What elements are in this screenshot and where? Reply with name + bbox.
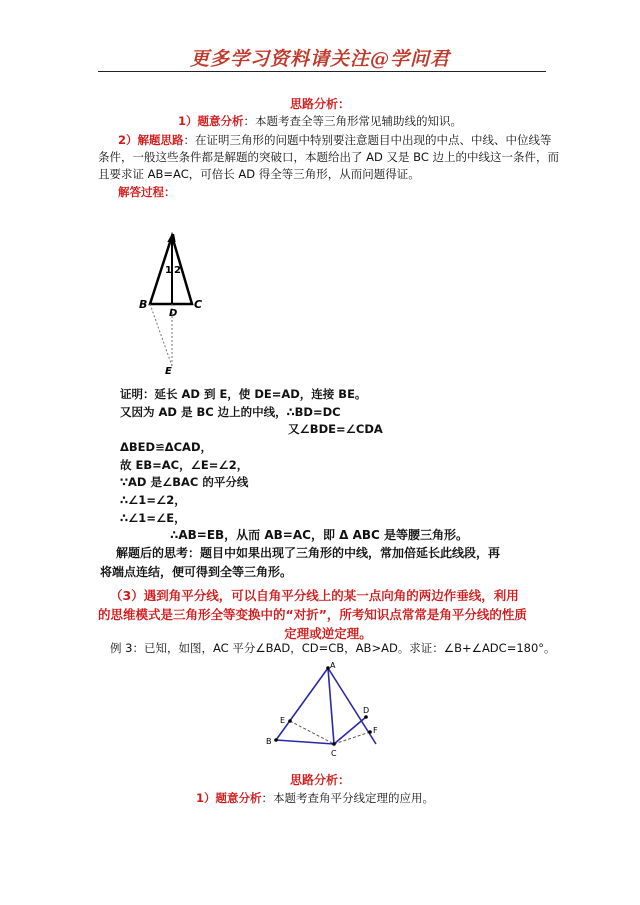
reflection-line-1: 解题后的思考：题目中如果出现了三角形的中线，常加倍延长此线段，再: [116, 546, 501, 560]
point-d: [364, 715, 368, 719]
analysis-point-2-label: 2）解题思路: [118, 133, 184, 147]
label-c: C: [194, 298, 203, 311]
analysis-heading: 思路分析：: [289, 97, 350, 111]
diagonal-ac: [328, 668, 334, 744]
method-3: [98, 586, 558, 643]
side-cd: [334, 717, 366, 744]
point-f: [368, 730, 372, 734]
analysis2-point-1-label: 1）题意分析: [196, 791, 262, 805]
perpendicular-cf: [334, 732, 370, 744]
method-3-line-3: 定理或逆定理。: [284, 626, 372, 641]
perpendicular-ce: [290, 721, 334, 744]
analysis2-point-1: [196, 790, 434, 806]
solution-label: 解答过程：: [118, 185, 176, 199]
side-ab: [276, 668, 328, 740]
header-divider: [98, 71, 546, 72]
angle-label-2: 2: [174, 265, 181, 276]
label2-b: B: [266, 737, 272, 746]
label-d: D: [169, 308, 178, 319]
point-b: [274, 738, 278, 742]
analysis-point-2: [98, 132, 558, 183]
page-header-title: 更多学习资料请关注@学问君: [189, 48, 450, 70]
quadrilateral-figure-2: [258, 662, 388, 762]
label2-d: D: [363, 706, 370, 715]
point-e: [288, 719, 292, 723]
label2-c: C: [331, 749, 337, 758]
proof-conclusion: ∴AB=EB，从而 AB=AC，即 Δ ABC 是等腰三角形。: [170, 528, 469, 542]
example-3: 例 3：已知，如图，AC 平分∠BAD，CD=CB，AB>AD。求证：∠B+∠ADC=180°。: [110, 641, 556, 655]
reflection-line-2: 将端点连结，便可得到全等三角形。: [100, 565, 293, 579]
label2-a: A: [330, 662, 336, 670]
analysis-point-2-line-3: 且要求证 AB=AC，可倍长 AD 得全等三角形，从而问题得证。: [98, 167, 420, 181]
proof-line-8: ∴∠1=∠E，: [120, 511, 186, 525]
label2-e: E: [280, 716, 286, 725]
proof-line-1: 证明：延长 AD 到 E，使 DE=AD，连接 BE。: [120, 387, 367, 401]
analysis-point-1-label: 1）题意分析: [178, 114, 244, 128]
method-3-line-1: （3）遇到角平分线，可以自角平分线上的某一点向角的两边作垂线，利用: [110, 588, 519, 603]
proof-line-3: 又∠BDE=∠CDA: [288, 422, 383, 436]
label2-f: F: [373, 726, 378, 735]
label-a: A: [168, 232, 177, 245]
analysis-point-2-line-2: 条件，一般这些条件都是解题的突破口，本题给出了 AD 又是 BC 边上的中线这一条件，而: [98, 150, 560, 164]
label-e: E: [165, 366, 172, 377]
analysis-point-1: [178, 113, 462, 129]
angle-label-1: 1: [165, 265, 172, 276]
analysis-point-2-line-1: ：在证明三角形的问题中特别要注意题目中出现的中点、中线、中位线等: [183, 133, 552, 147]
proof-line-5: 故 EB=AC，∠E=∠2，: [120, 458, 249, 472]
proof-line-7: ∴∠1=∠2，: [120, 493, 186, 507]
side-bc: [276, 740, 334, 744]
label-b: B: [139, 298, 148, 311]
analysis-point-1-text: ：本题考查全等三角形常见辅助线的知识。: [243, 114, 463, 128]
proof-line-4: ΔBED≌ΔCAD，: [120, 440, 212, 454]
point-c: [332, 742, 336, 746]
triangle-figure-1: [128, 228, 210, 378]
proof-line-2: 又因为 AD 是 BC 边上的中线，∴BD=DC: [120, 405, 341, 419]
analysis2-point-1-text: ：本题考查角平分线定理的应用。: [261, 791, 435, 805]
analysis-heading-2: 思路分析：: [289, 773, 350, 787]
method-3-line-2: 的思维模式是三角形全等变换中的“对折”，所考知识点常常是角平分线的性质: [98, 607, 527, 622]
proof-line-6: ∵AD 是∠BAC 的平分线: [120, 475, 249, 489]
